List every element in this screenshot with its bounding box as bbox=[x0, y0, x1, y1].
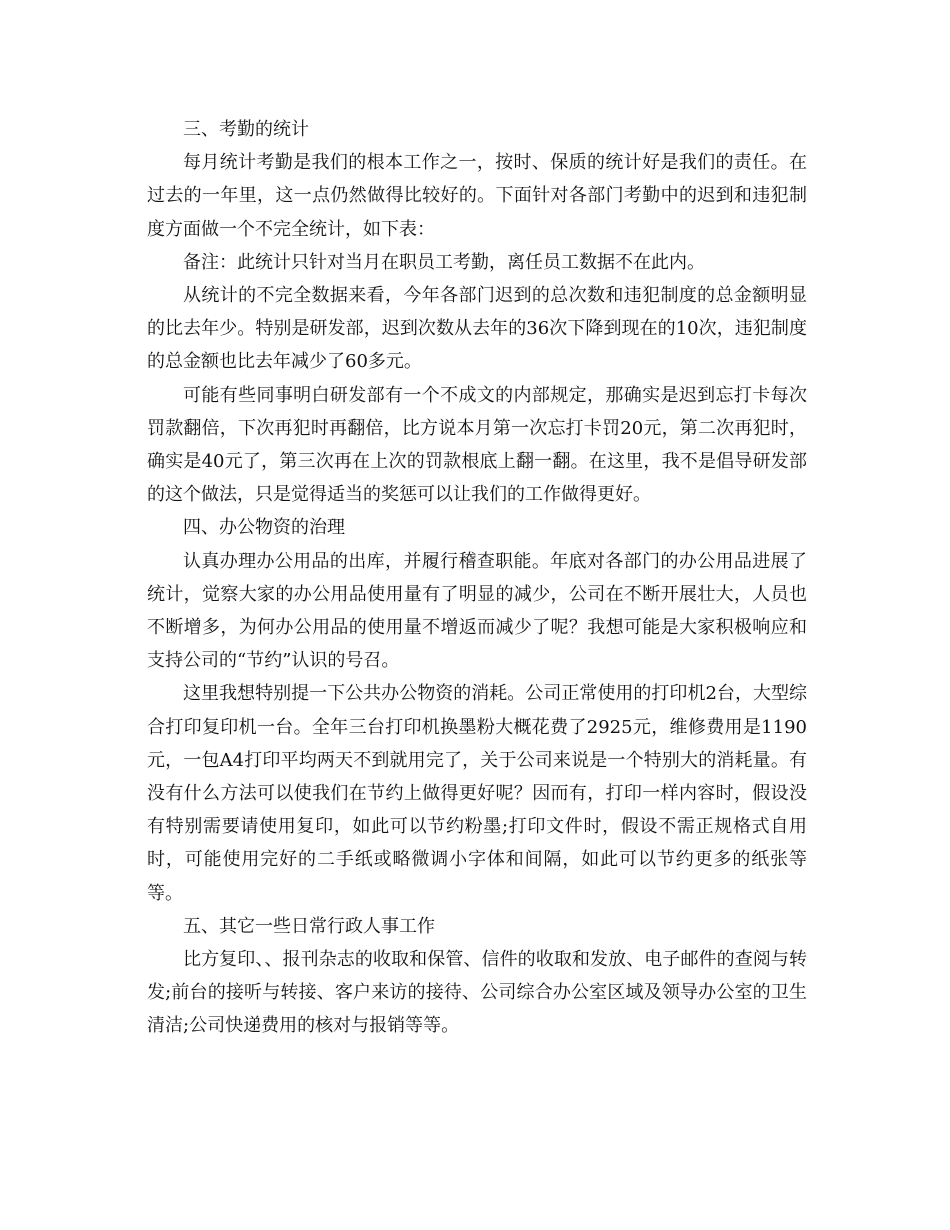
paragraph-attendance-rule: 可能有些同事明白研发部有一个不成文的内部规定，那确实是迟到忘打卡每次罚款翻倍，下次再犯时再翻倍，比方说本月第一次忘打卡罚20元，第二次再犯时，确实是40元了，第三次再在上次的罚款根底上翻一翻。在这里，我不是倡导研发部的这个做法，只是觉得适当的奖惩可以让我们的工作做得更好。 bbox=[147, 384, 807, 506]
document-body bbox=[147, 113, 807, 1043]
paragraph-other-work: 比方复印、、报刊杂志的收取和保管、信件的收取和发放、电子邮件的查阅与转发;前台的接听与转接、客户来访的接待、公司综合办公室区域及领导办公室的卫生清洁;公司快递费用的核对与报销等等。 bbox=[147, 949, 807, 1037]
paragraph-supplies-management: 认真办理办公用品的出库，并履行稽查职能。年底对各部门的办公用品进展了统计，觉察大家的办公用品使用量有了明显的减少，公司在不断开展壮大，人员也不断增多，为何办公用品的使用量不增返而减少了呢？我想可能是大家积极响应和支持公司的“节约”认识的号召。 bbox=[147, 550, 807, 672]
section-heading-supplies: 四、办公物资的治理 bbox=[183, 517, 345, 539]
paragraph-attendance-intro: 每月统计考勤是我们的根本工作之一，按时、保质的统计好是我们的责任。在过去的一年里，这一点仍然做得比较好的。下面针对各部门考勤中的迟到和违犯制度方面做一个不完全统计，如下表： bbox=[147, 152, 807, 240]
section-heading-other-work: 五、其它一些日常行政人事工作 bbox=[183, 915, 435, 937]
paragraph-supplies-consumption: 这里我想特别提一下公共办公物资的消耗。公司正常使用的打印机2台，大型综合打印复印机一台。全年三台打印机换墨粉大概花费了2925元，维修费用是1190元，一包A4打印平均两天不到就用完了，关于公司来说是一个特别大的消耗量。有没有什么方法可以使我们在节约上做得更好呢？因而有，打印一样内容时，假设没有特别需要请使用复印，如此可以节约粉墨;打印文件时，假设不需正规格式自用时，可能使用完好的二手纸或略微调小字体和间隔，如此可以节约更多的纸张等等。 bbox=[147, 683, 807, 904]
section-heading-attendance: 三、考勤的统计 bbox=[183, 119, 309, 140]
paragraph-attendance-note: 备注：此统计只针对当月在职员工考勤，离任员工数据不在此内。 bbox=[183, 251, 705, 273]
paragraph-attendance-analysis: 从统计的不完全数据来看，今年各部门迟到的总次数和违犯制度的总金额明显的比去年少。特别是研发部，迟到次数从去年的36次下降到现在的10次，违犯制度的总金额也比去年减少了60多元。 bbox=[147, 285, 807, 373]
